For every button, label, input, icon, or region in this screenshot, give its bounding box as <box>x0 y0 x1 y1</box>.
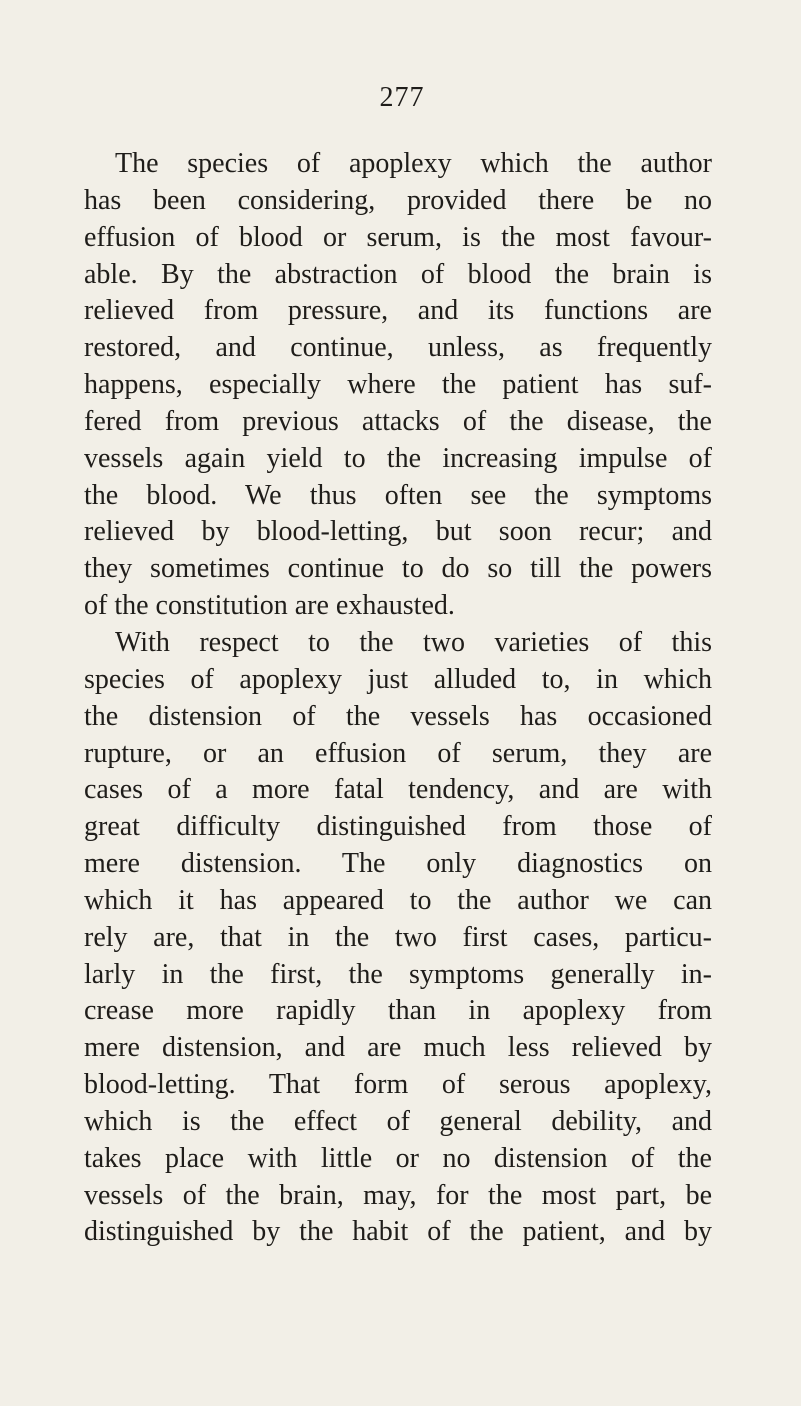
text-line: rely are, that in the two first cases, particu- <box>84 921 712 953</box>
text-line: blood-letting. That form of serous apoplexy, <box>84 1069 712 1101</box>
text-line: mere distension, and are much less relieved by <box>84 1032 712 1064</box>
text-line: distinguished by the habit of the patient, and by <box>84 1216 712 1248</box>
text-line: happens, especially where the patient has suf- <box>84 369 712 401</box>
text-line: restored, and continue, unless, as frequently <box>84 332 712 364</box>
text-line: vessels again yield to the increasing impulse of <box>84 442 712 474</box>
text-line: fered from previous attacks of the disease, the <box>84 405 712 437</box>
text-line: relieved by blood-letting, but soon recur; and <box>84 516 712 548</box>
text-line: larly in the first, the symptoms generally in- <box>84 958 712 990</box>
text-line: the blood. We thus often see the symptoms <box>84 479 712 511</box>
text-line: effusion of blood or serum, is the most favour- <box>84 221 712 253</box>
text-line: vessels of the brain, may, for the most part, be <box>84 1179 712 1211</box>
text-line: they sometimes continue to do so till the powers <box>84 553 712 585</box>
page-number: 277 <box>379 82 425 113</box>
text-line: relieved from pressure, and its functions are <box>84 295 712 327</box>
text-line: rupture, or an effusion of serum, they are <box>84 737 712 769</box>
body-text <box>84 146 712 1251</box>
text-line: With respect to the two varieties of this <box>115 626 712 658</box>
text-line: which is the effect of general debility, and <box>84 1105 712 1137</box>
text-line: the distension of the vessels has occasioned <box>84 700 712 732</box>
text-line: great difficulty distinguished from those of <box>84 811 712 843</box>
text-line: species of apoplexy just alluded to, in which <box>84 663 712 695</box>
text-line: able. By the abstraction of blood the brain is <box>84 258 712 290</box>
text-line: mere distension. The only diagnostics on <box>84 848 712 880</box>
text-line: takes place with little or no distension of the <box>84 1142 712 1174</box>
text-line: of the constitution are exhausted. <box>84 590 455 622</box>
text-line: cases of a more fatal tendency, and are with <box>84 774 712 806</box>
text-line: crease more rapidly than in apoplexy from <box>84 995 712 1027</box>
text-line: which it has appeared to the author we can <box>84 884 712 916</box>
text-line: The species of apoplexy which the author <box>115 148 712 179</box>
text-line: has been considering, provided there be no <box>84 184 712 216</box>
